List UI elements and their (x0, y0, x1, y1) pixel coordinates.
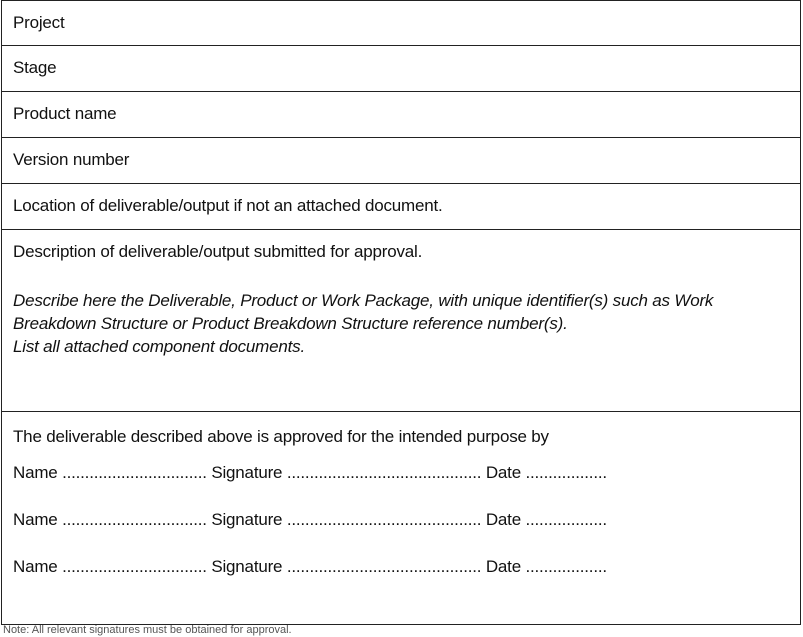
signature-line[interactable]: Name ................................ Signature ........................................... Date .................. (13, 557, 607, 576)
stage-label: Stage (13, 58, 57, 77)
version-number-field[interactable] (2, 138, 800, 184)
stage-field[interactable] (2, 46, 800, 92)
product-name-field[interactable] (2, 92, 800, 138)
signature-line[interactable]: Name ................................ Signature ........................................... Date .................. (13, 510, 607, 529)
approval-heading: The deliverable described above is approved for the intended purpose by (13, 427, 549, 446)
signature-line[interactable]: Name ................................ Signature ........................................... Date .................. (13, 463, 607, 482)
deliverable-approval-form (1, 0, 801, 625)
description-instructions (13, 289, 800, 358)
location-field[interactable] (2, 184, 800, 230)
description-section[interactable] (2, 230, 800, 412)
product-name-label: Product name (13, 104, 117, 123)
footnote: Note: All relevant signatures must be obtained for approval. (3, 624, 292, 636)
instruction-line: Breakdown Structure or Product Breakdown Structure reference number(s). (13, 314, 568, 333)
instruction-line: Describe here the Deliverable, Product or Work Package, with unique identifier(s) such as Work (13, 291, 714, 310)
approval-section (2, 412, 800, 624)
project-label: Project (13, 13, 65, 32)
project-field[interactable] (2, 1, 800, 46)
instruction-line: List all attached component documents. (13, 337, 305, 356)
version-number-label: Version number (13, 150, 130, 169)
location-label: Location of deliverable/output if not an attached document. (13, 196, 443, 215)
description-heading: Description of deliverable/output submitted for approval. (13, 242, 423, 261)
